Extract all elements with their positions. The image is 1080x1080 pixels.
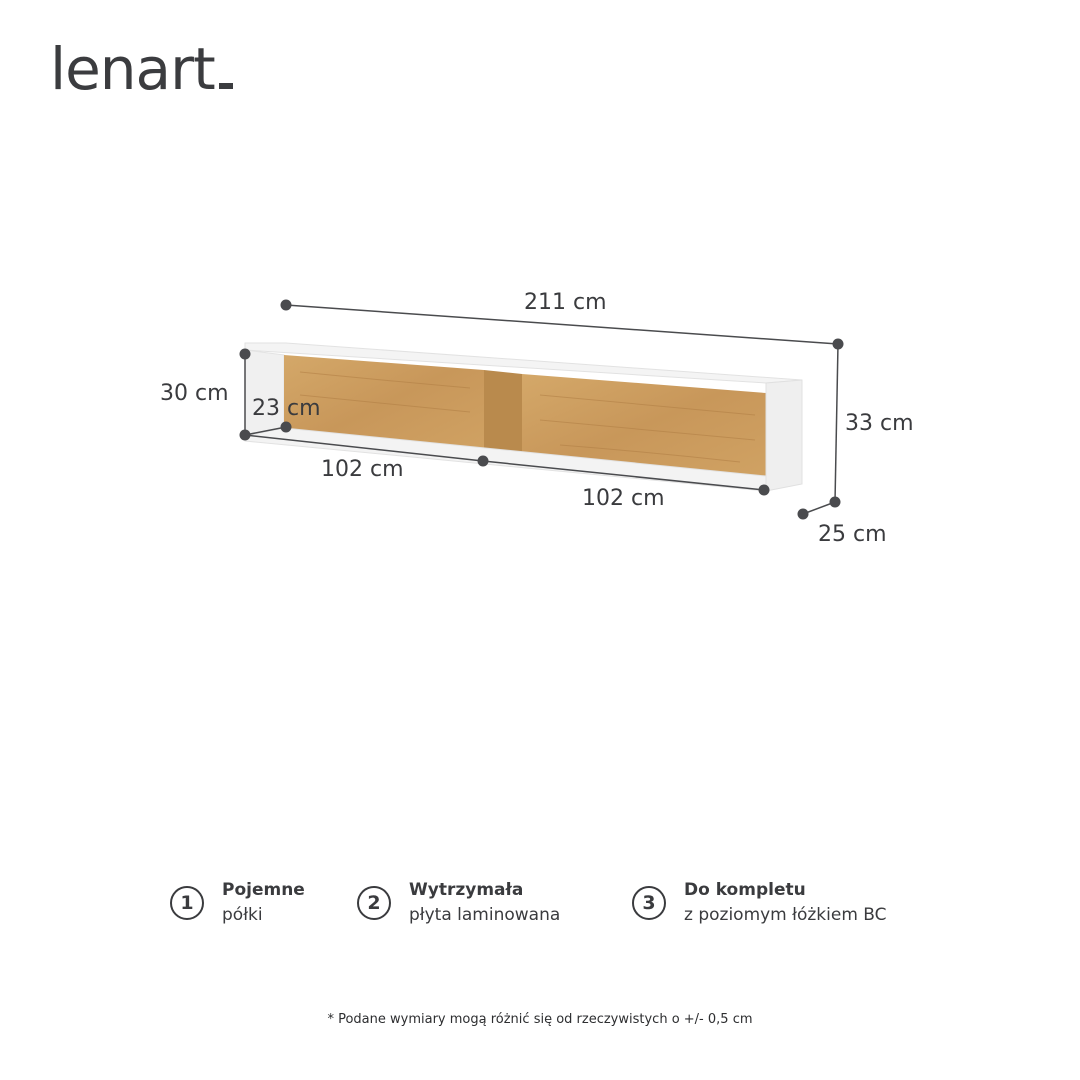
dim-section-left: 102 cm bbox=[321, 457, 404, 482]
shelf-right-panel bbox=[766, 380, 802, 491]
dim-height-right: 33 cm bbox=[845, 411, 914, 436]
feature-number-badge: 3 bbox=[632, 886, 666, 920]
dim-depth-outer: 25 cm bbox=[818, 522, 887, 547]
dim-height-outer: 30 cm bbox=[160, 381, 229, 406]
feature-subtitle: płyta laminowana bbox=[409, 905, 561, 925]
feature-item bbox=[632, 878, 887, 928]
feature-title: Do kompletu bbox=[684, 880, 806, 900]
feature-item bbox=[170, 878, 305, 928]
feature-number-badge: 1 bbox=[170, 886, 204, 920]
dim-depth-inner: 23 cm bbox=[252, 396, 321, 421]
feature-title: Wytrzymała bbox=[409, 880, 524, 900]
dim-width-total: 211 cm bbox=[524, 290, 607, 315]
feature-title: Pojemne bbox=[222, 880, 305, 900]
feature-number-badge: 2 bbox=[357, 886, 391, 920]
dim-section-right: 102 cm bbox=[582, 486, 665, 511]
footnote: * Podane wymiary mogą różnić się od rzeczywistych o +/- 0,5 cm bbox=[327, 1012, 753, 1027]
features-row bbox=[0, 878, 1080, 938]
brand-logo-text: lenart bbox=[50, 35, 215, 103]
feature-item bbox=[357, 878, 560, 928]
feature-subtitle: półki bbox=[222, 905, 263, 925]
shelf-divider bbox=[484, 370, 522, 460]
feature-subtitle: z poziomym łóżkiem BC bbox=[684, 905, 887, 925]
shelf-left-panel bbox=[245, 350, 284, 436]
